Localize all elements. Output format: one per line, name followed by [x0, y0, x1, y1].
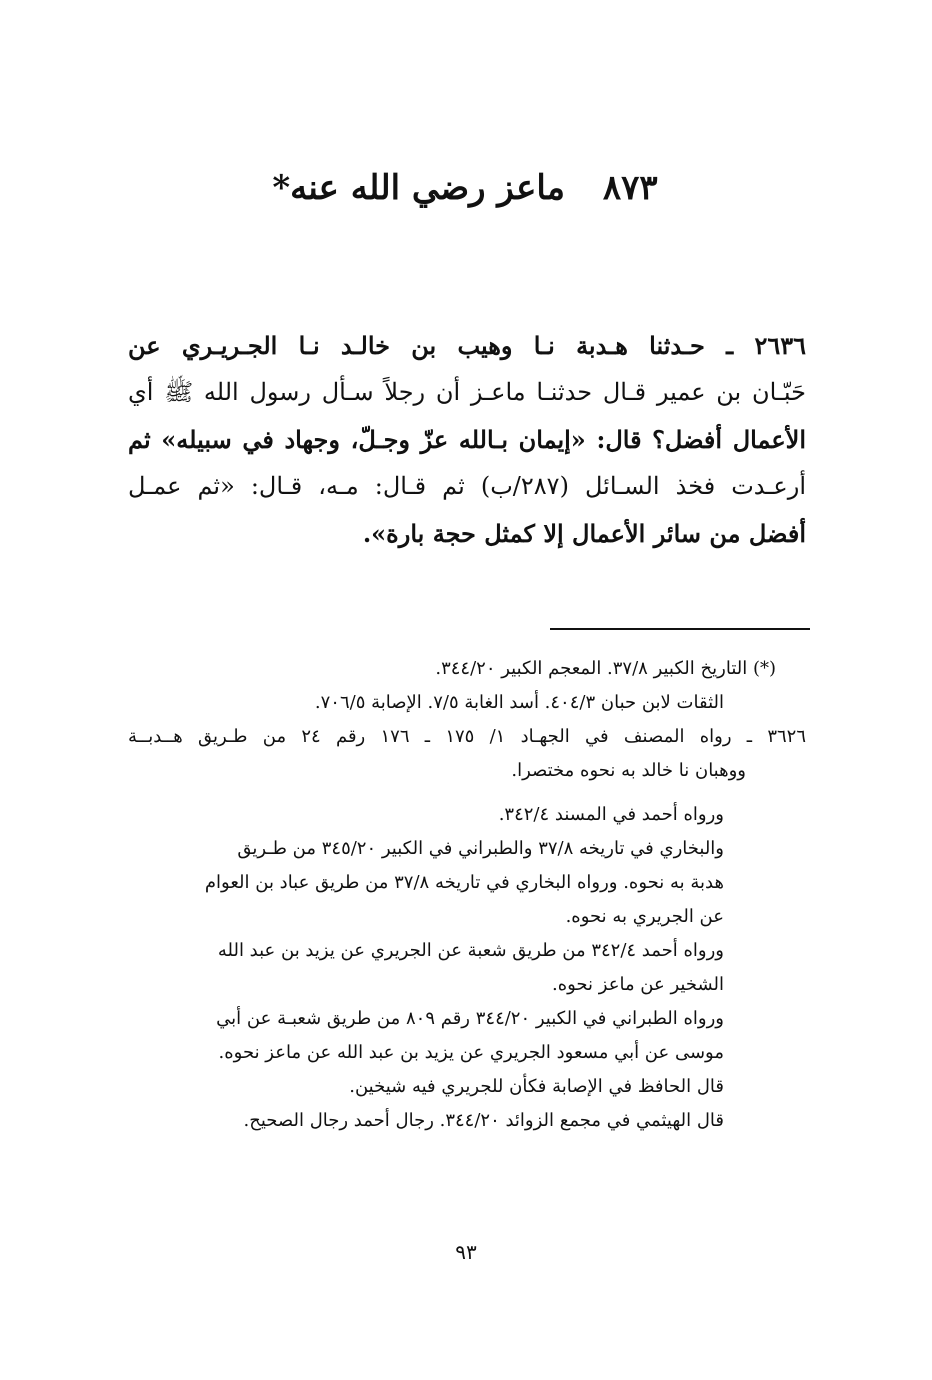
section-number: ٨٧٣ — [602, 168, 658, 208]
footnote-line: هدبة به نحوه. ورواه البخاري في تاريخه ٣٧/٨ من طريق عباد بن العوام — [204, 872, 724, 893]
footnote-line: الشخير عن ماعز نحوه. — [551, 974, 724, 995]
footnote-line: قال الهيثمي في مجمع الزوائد ٣٤٤/٢٠. رجال أحمد رجال الصحيح. — [243, 1110, 724, 1131]
hadith-line: أرعـدت فخذ السـائل (٢٨٧/ب) ثم قـال: مـه، قـال: «ثم عمـل — [128, 472, 806, 500]
footnote-line: ورواه الطبراني في الكبير ٣٤٤/٢٠ رقم ٨٠٩ من طريق شعبـة عن أبي — [216, 1008, 724, 1029]
hadith-line: الأعمال أفضل؟ قال: «إيمان بـالله عزّ وجـلّ، وجهاد في سبيله» ثم — [128, 425, 806, 454]
section-heading — [250, 168, 680, 208]
footnotes — [128, 652, 806, 1138]
footnote-line: ٣٦٢٦ ـ رواه المصنف في الجهـاد ١/ ١٧٥ ـ ١٧٦ رقم ٢٤ من طـريق هــدبــة — [128, 726, 806, 747]
footnote-line: موسى عن أبي مسعود الجريري عن يزيد بن عبد الله عن ماعز نحوه. — [218, 1042, 724, 1063]
footnote-line: (*) التاريخ الكبير ٣٧/٨. المعجم الكبير ٣٤٤/٢٠. — [435, 658, 776, 679]
page-number: ٩٣ — [455, 1240, 477, 1264]
footnote-line: عن الجريري به نحوه. — [565, 906, 724, 927]
section-title: ماعز رضي الله عنه* — [272, 168, 565, 208]
spacer — [128, 788, 806, 798]
footnote-line: الثقات لابن حبان ٤٠٤/٣. أسد الغابة ٧/٥. الإصابة ٧٠٦/٥. — [314, 692, 724, 713]
footnote-line: ورواه أحمد ٣٤٢/٤ من طريق شعبة عن الجريري عن يزيد بن عبد الله — [217, 940, 724, 961]
footnote-line: ووهبان نا خالد به نحوه مختصرا. — [511, 760, 746, 781]
footnote-divider — [550, 628, 810, 630]
hadith-text — [128, 322, 806, 557]
footnote-line: ورواه أحمد في المسند ٣٤٢/٤. — [498, 804, 724, 825]
footnote-line: قال الحافظ في الإصابة فكأن للجريري فيه شيخين. — [349, 1076, 724, 1097]
footnote-line: والبخاري في تاريخه ٣٧/٨ والطبراني في الكبير ٣٤٥/٢٠ من طـريق — [237, 838, 724, 859]
hadith-line: أفضل من سائر الأعمال إلا كمثل حجة بارة». — [362, 519, 806, 548]
hadith-line: ٢٦٣٦ ـ حـدثنا هـدبة نـا وهيب بن خالـد نـا الجـريـري عن — [128, 331, 806, 360]
hadith-line: حَبّـان بن عمير قـال حدثنـا ماعـز أن رجلاً سـأل رسول الله ﷺ أي — [128, 378, 806, 406]
